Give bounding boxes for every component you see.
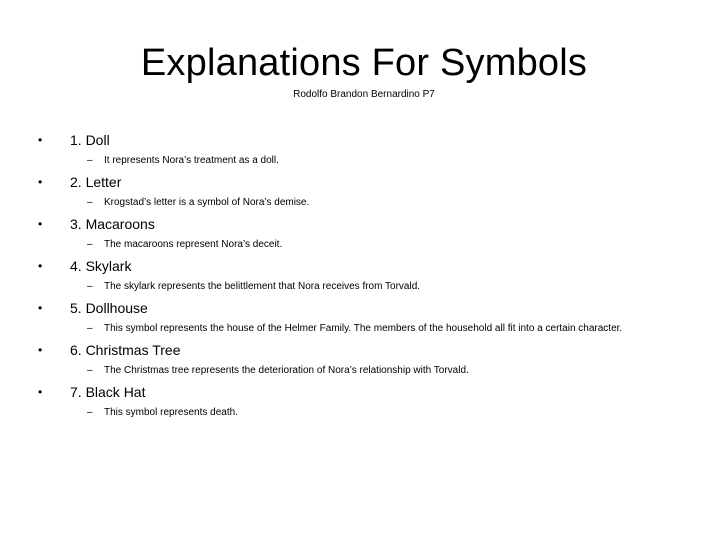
- item-detail: It represents Nora’s treatment as a doll.: [104, 155, 279, 166]
- item-detail: This symbol represents death.: [104, 407, 238, 418]
- list-item: [38, 257, 658, 294]
- symbol-list: [38, 131, 658, 425]
- dash-icon: –: [87, 407, 93, 418]
- bullet-icon: •: [38, 175, 43, 189]
- list-item: [38, 299, 658, 336]
- item-detail: This symbol represents the house of the Helmer Family. The members of the household all fit into a certain character.: [104, 323, 623, 334]
- bullet-icon: •: [38, 301, 43, 315]
- bullet-icon: •: [38, 217, 43, 231]
- list-item: [38, 131, 658, 168]
- item-label: 3. Macaroons: [70, 216, 155, 232]
- slide-title: Explanations For Symbols: [140, 42, 588, 84]
- item-label: 7. Black Hat: [70, 384, 146, 400]
- bullet-icon: •: [38, 343, 43, 357]
- list-item: [38, 215, 658, 252]
- dash-icon: –: [87, 365, 93, 376]
- item-detail: The macaroons represent Nora’s deceit.: [104, 239, 283, 250]
- dash-icon: –: [87, 281, 93, 292]
- dash-icon: –: [87, 155, 93, 166]
- item-detail: Krogstad’s letter is a symbol of Nora’s demise.: [104, 197, 310, 208]
- item-label: 4. Skylark: [70, 258, 132, 274]
- bullet-icon: •: [38, 259, 43, 273]
- dash-icon: –: [87, 323, 93, 334]
- item-detail: The skylark represents the belittlement that Nora receives from Torvald.: [104, 281, 421, 292]
- dash-icon: –: [87, 197, 93, 208]
- list-item: [38, 383, 658, 420]
- bullet-icon: •: [38, 385, 43, 399]
- item-label: 6. Christmas Tree: [70, 342, 181, 358]
- item-label: 5. Dollhouse: [70, 300, 148, 316]
- list-item: [38, 341, 658, 378]
- dash-icon: –: [87, 239, 93, 250]
- item-label: 1. Doll: [70, 132, 110, 148]
- item-label: 2. Letter: [70, 174, 122, 190]
- list-item: [38, 173, 658, 210]
- item-detail: The Christmas tree represents the deterioration of Nora’s relationship with Torvald.: [104, 365, 469, 376]
- bullet-icon: •: [38, 133, 43, 147]
- slide-subtitle: Rodolfo Brandon Bernardino P7: [293, 89, 435, 100]
